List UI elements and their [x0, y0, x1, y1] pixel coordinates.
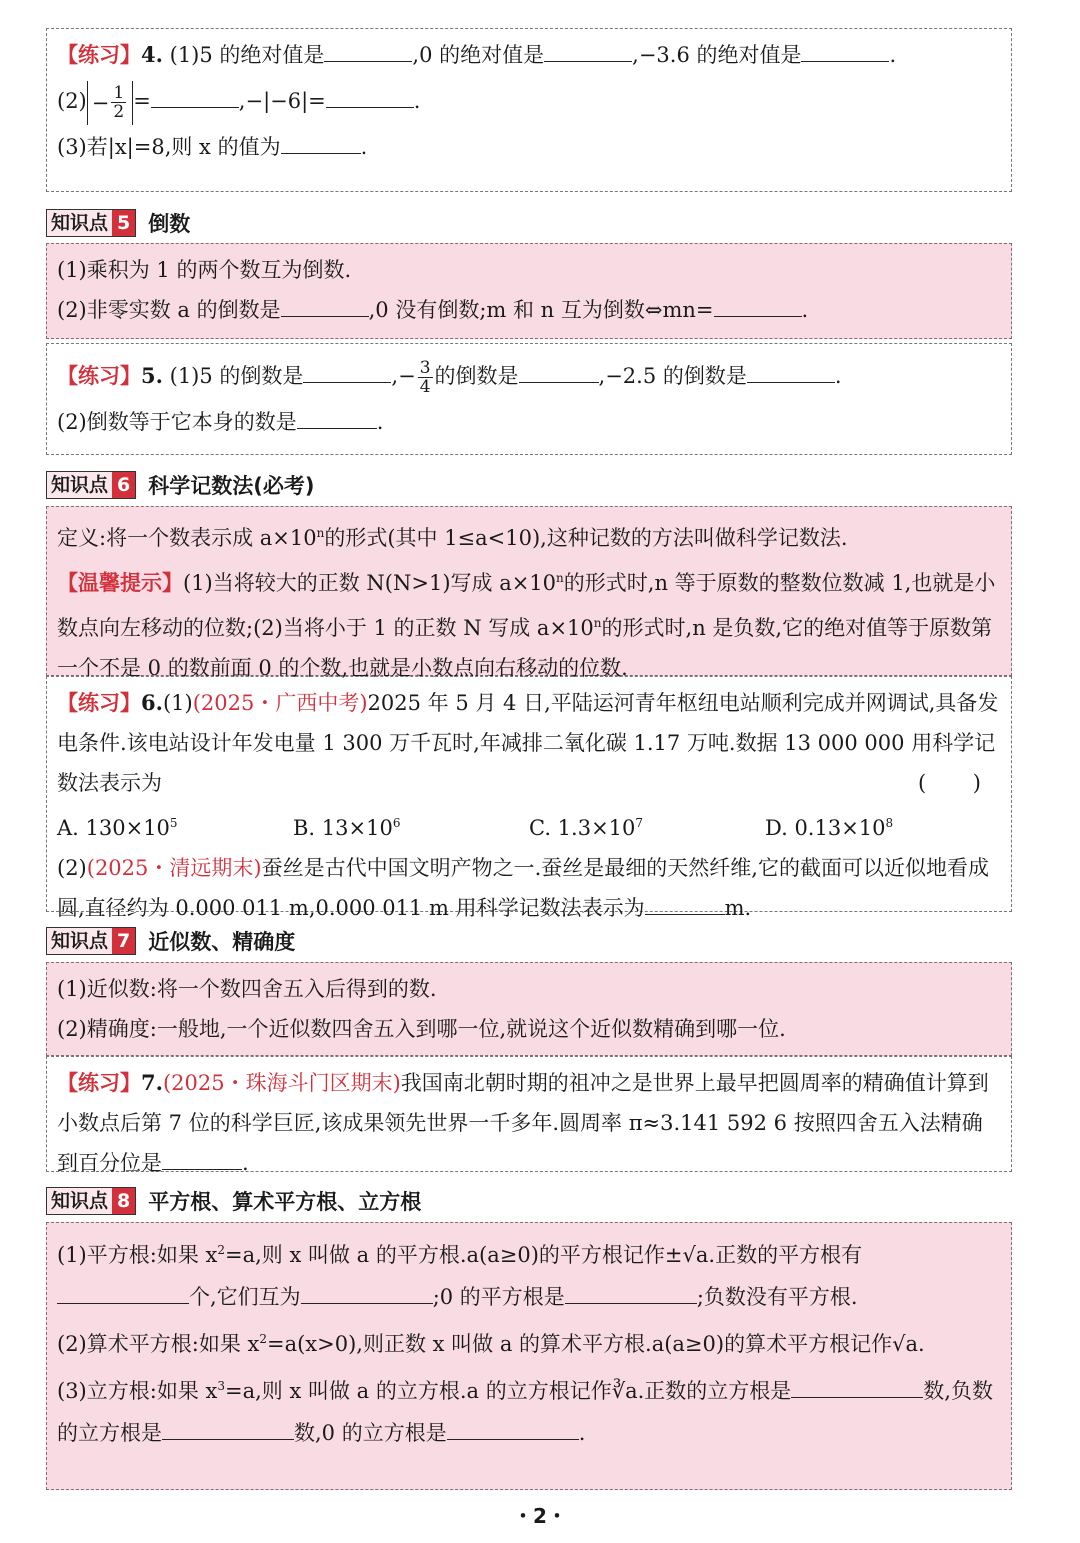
section-title: 平方根、算术平方根、立方根 [148, 1190, 422, 1214]
text: (2)精确度:一般地,一个近似数四舍五入到哪一位,就说这个近似数精确到哪一位. [57, 1017, 786, 1041]
text: . [242, 1151, 249, 1175]
answer-blank[interactable] [791, 1373, 923, 1398]
text: ,− [391, 364, 416, 388]
answer-blank[interactable] [297, 404, 377, 429]
text: D. 0.13×10 [765, 816, 886, 840]
text: (3)若|x|=8,则 x 的值为 [57, 135, 281, 159]
text: 定义:将一个数表示成 a×10 [57, 526, 317, 550]
exercise-6-part-1 [57, 683, 1001, 803]
superscript: 2 [217, 1243, 225, 1257]
section-title: 科学记数法(必考) [148, 474, 315, 498]
knowledge-point-8-box [46, 1222, 1012, 1490]
knowledge-point-7-heading [46, 926, 295, 956]
answer-blank[interactable] [303, 358, 391, 383]
text: − [91, 90, 110, 115]
exercise-tag: 【练习】 [57, 42, 141, 67]
numerator: 3 [419, 358, 431, 378]
superscript: n [556, 571, 564, 585]
text: . [376, 410, 384, 434]
option-a[interactable] [57, 803, 293, 848]
text: 蚕丝是古代中国文明产物之一.蚕丝是最细的天然纤维,它的截面可以近似地看成圆,直径约为 0.000 011 m,0.000 011 m 用科学记数法表示为 [57, 856, 989, 920]
answer-blank[interactable] [324, 37, 412, 62]
exercise-4-box [46, 28, 1012, 192]
badge-number: 7 [112, 928, 135, 954]
knowledge-point-5-heading [46, 208, 190, 238]
badge-number: 5 [112, 210, 135, 236]
badge-number: 8 [112, 1188, 135, 1214]
badge-number: 6 [112, 472, 135, 498]
answer-blank[interactable] [326, 83, 414, 108]
superscript: 8 [885, 816, 894, 830]
option-c[interactable] [529, 803, 765, 848]
source-label: (2025・清远期末) [86, 856, 262, 880]
badge-label: 知识点 [47, 1188, 112, 1214]
text: 的形式时,n 是负数,它的绝对值等于原数第一个不是 0 的数前面 0 的个数,也就是小数点向右移动的位数. [57, 616, 993, 680]
text: (2)倒数等于它本身的数是 [57, 410, 297, 434]
text: B. 13×10 [293, 816, 393, 840]
fraction [418, 359, 433, 396]
text: (2) [57, 89, 87, 113]
text: (3)立方根:如果 x [57, 1379, 218, 1403]
text: ,−|−6|= [238, 89, 326, 113]
text: =a(x>0),则正数 x 叫做 a 的算术平方根.a(a≥0)的算术平方根记作√a. [266, 1332, 925, 1356]
exercise-6-part-2 [57, 848, 1001, 928]
denominator: 4 [419, 377, 431, 397]
answer-blank[interactable] [714, 292, 802, 317]
exercise-6-box [46, 676, 1012, 920]
kp8-square-root [57, 1229, 1001, 1318]
text: 我国南北朝时期的祖冲之是世界上最早把圆周率的精确值计算到小数点后第 7 位的科学巨匠,该成果领先世界一千多年.圆周率 π≈3.141 592 6 按照四舍五入法精确到百分位是 [57, 1071, 989, 1175]
answer-blank[interactable] [162, 1145, 242, 1170]
text: 的形式(其中 1≤a<10),这种记数的方法叫做科学记数法. [324, 526, 848, 550]
answer-blank[interactable] [301, 1279, 433, 1304]
text: =a,则 x 叫做 a 的立方根.a 的立方根记作∛a.正数的立方根是 [224, 1379, 792, 1403]
exercise-5-line-1 [57, 350, 1001, 402]
kp8-arithmetic-square-root [57, 1318, 1001, 1365]
text: . [889, 43, 897, 67]
knowledge-point-badge [46, 471, 136, 499]
knowledge-point-6-box [46, 506, 1012, 680]
knowledge-point-badge [46, 927, 136, 955]
text: 的形式时,n 等于原数的整数位数减 1,也就是小数点向左移动的位数;(2)当将小于 1 的正数 N 写成 a×10 [57, 571, 996, 640]
answer-blank[interactable] [544, 37, 632, 62]
superscript: n [593, 616, 602, 630]
answer-blank[interactable] [747, 358, 835, 383]
knowledge-point-8-heading [46, 1186, 421, 1216]
exercise-tag: 【练习】 [57, 690, 141, 715]
knowledge-point-7-box [46, 962, 1012, 1056]
text: ;0 的平方根是 [432, 1285, 565, 1309]
text: = [133, 89, 151, 113]
exercise-tag: 【练习】 [57, 363, 141, 388]
answer-blank[interactable] [151, 83, 239, 108]
answer-blank[interactable] [57, 1279, 189, 1304]
text: C. 1.3×10 [529, 816, 636, 840]
text: . [578, 1421, 586, 1445]
kp5-line-2 [57, 290, 1001, 330]
text: (2)算术平方根:如果 x [57, 1332, 260, 1356]
exercise-6-options [57, 803, 1001, 848]
fraction [111, 84, 126, 121]
text: ,−3.6 的绝对值是 [632, 43, 802, 67]
text: . [834, 364, 842, 388]
text: 2025 年 5 月 4 日,平陆运河青年枢纽电站顺利完成并网调试,具备发电条件.该电站设计年发电量 1 300 万千瓦时,年减排二氧化碳 1.17 万吨.数据 13 000 000 用科学记数法表示为 [57, 691, 999, 795]
answer-blank[interactable] [281, 292, 369, 317]
exercise-7-box [46, 1056, 1012, 1175]
answer-blank[interactable] [519, 358, 599, 383]
answer-blank[interactable] [447, 1415, 579, 1440]
text: (1)5 的倒数是 [169, 364, 304, 388]
exercise-5-box [46, 343, 1012, 455]
superscript: 6 [392, 816, 401, 830]
superscript: 7 [635, 816, 644, 830]
text: (1)乘积为 1 的两个数互为倒数. [57, 258, 352, 282]
text: ;负数没有平方根. [696, 1285, 858, 1309]
text: (1)当将较大的正数 N(N>1)写成 a×10 [183, 571, 557, 595]
page-number: ・2・ [513, 1504, 567, 1528]
option-b[interactable] [293, 803, 529, 848]
answer-blank[interactable] [565, 1279, 697, 1304]
text: 数,负数的立方根是 [57, 1379, 993, 1445]
text: (1) [162, 691, 193, 715]
exercise-4-line-3 [57, 127, 1001, 167]
source-label: (2025・广西中考) [192, 691, 368, 715]
text: ,−2.5 的倒数是 [598, 364, 747, 388]
exercise-tag: 【练习】 [57, 1070, 141, 1095]
text: 数,0 的立方根是 [294, 1421, 447, 1445]
exercise-number: 6. [141, 690, 163, 715]
text: . [413, 89, 421, 113]
option-d[interactable] [765, 803, 1001, 848]
superscript: 2 [259, 1332, 267, 1346]
knowledge-point-badge [46, 209, 136, 237]
superscript: 3 [217, 1379, 225, 1393]
superscript: n [316, 526, 325, 540]
text: ,0 的绝对值是 [412, 43, 545, 67]
knowledge-point-6-heading [46, 470, 314, 500]
exercise-number: 5. [141, 363, 163, 388]
section-title: 倒数 [148, 212, 191, 236]
answer-blank[interactable] [162, 1415, 294, 1440]
text: A. 130×10 [57, 816, 170, 840]
exercise-4-line-2 [57, 75, 1001, 127]
exercise-number: 7. [141, 1070, 163, 1095]
text: . [801, 298, 809, 322]
denominator: 2 [113, 102, 125, 122]
text: (1)近似数:将一个数四舍五入后得到的数. [57, 977, 437, 1001]
kp6-definition [57, 513, 1001, 558]
numerator: 1 [113, 83, 125, 103]
text: 个,它们互为 [189, 1285, 301, 1309]
text: (2)非零实数 a 的倒数是 [57, 298, 281, 322]
text: ,0 没有倒数;m 和 n 互为倒数⇔mn= [368, 298, 714, 322]
text: m. [724, 896, 752, 920]
superscript: 5 [169, 816, 178, 830]
text: (2) [57, 856, 87, 880]
exercise-5-line-2 [57, 402, 1001, 442]
absolute-value [87, 81, 133, 125]
exercise-4-line-1 [57, 35, 1001, 75]
source-label: (2025・珠海斗门区期末) [162, 1071, 401, 1095]
kp6-tip [57, 558, 1001, 688]
badge-label: 知识点 [47, 472, 112, 498]
text: (1)5 的绝对值是 [169, 43, 325, 67]
text: =a,则 x 叫做 a 的平方根.a(a≥0)的平方根记作±√a.正数的平方根有 [224, 1243, 863, 1267]
kp8-cube-root [57, 1365, 1001, 1454]
text: (1)平方根:如果 x [57, 1243, 218, 1267]
answer-parentheses[interactable]: ( ) [917, 771, 1001, 795]
text: . [360, 135, 368, 159]
answer-blank[interactable] [645, 890, 725, 915]
answer-blank[interactable] [801, 37, 889, 62]
knowledge-point-5-box [46, 243, 1012, 339]
answer-blank[interactable] [281, 129, 361, 154]
text: 的倒数是 [434, 364, 519, 388]
section-title: 近似数、精确度 [148, 930, 296, 954]
tip-tag: 【温馨提示】 [57, 570, 183, 595]
exercise-number: 4. [141, 42, 163, 67]
badge-label: 知识点 [47, 210, 112, 236]
knowledge-point-badge [46, 1187, 136, 1215]
badge-label: 知识点 [47, 928, 112, 954]
